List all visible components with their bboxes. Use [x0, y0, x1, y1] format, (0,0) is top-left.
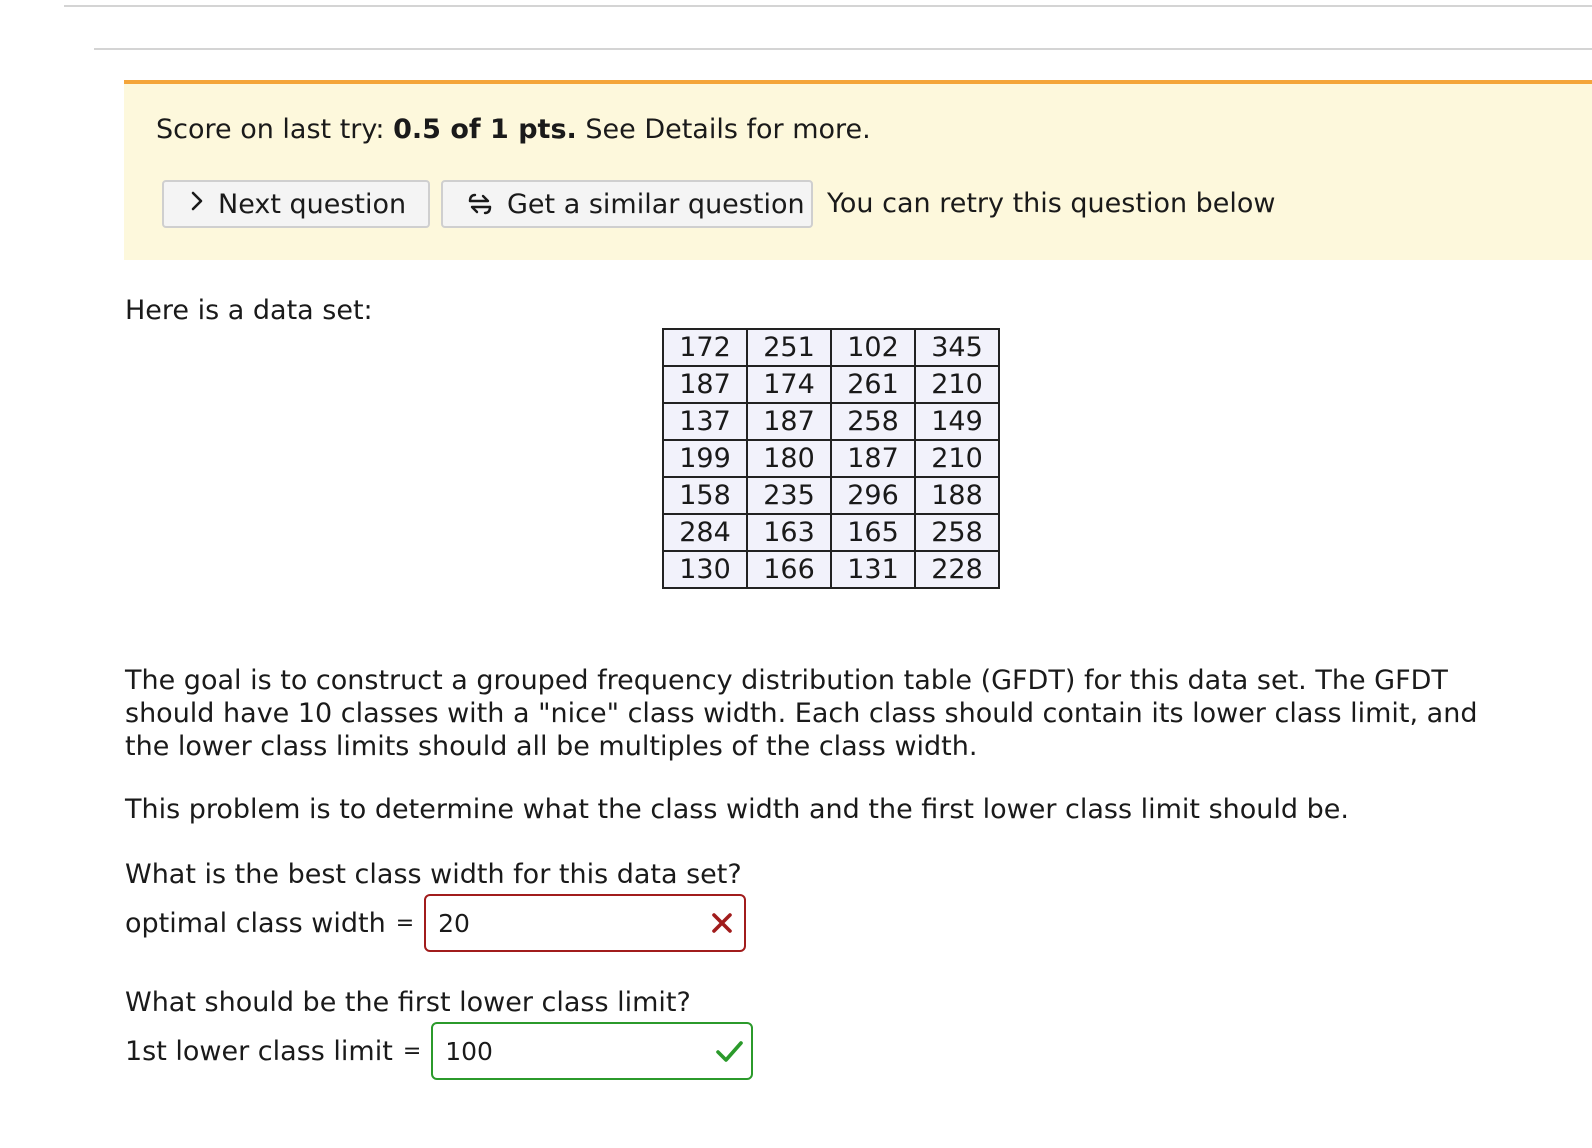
table-cell: 172 [663, 329, 747, 366]
table-row [663, 514, 999, 551]
class-width-input[interactable] [424, 894, 746, 952]
score-summary [156, 114, 871, 145]
table-cell: 149 [915, 403, 999, 440]
class-width-prompt: What is the best class width for this data set? [125, 859, 742, 890]
table-cell: 102 [831, 329, 915, 366]
table-cell: 187 [831, 440, 915, 477]
table-cell: 166 [747, 551, 831, 588]
table-cell: 210 [915, 440, 999, 477]
retry-note: You can retry this question below [827, 188, 1276, 219]
score-value: 0.5 of 1 pts. [393, 114, 577, 145]
table-cell: 163 [747, 514, 831, 551]
task-paragraph: This problem is to determine what the class width and the first lower class limit should be. [125, 794, 1349, 825]
class-width-row [125, 894, 746, 952]
table-cell: 284 [663, 514, 747, 551]
header-divider [94, 48, 1592, 50]
goal-paragraph: The goal is to construct a grouped frequency distribution table (GFDT) for this data set. The GFDT should have 10 classes with a "nice" class width. Each class should contain its lower class limit, and the lower class limits should all be multiples of the class width. [125, 665, 1478, 762]
table-cell: 199 [663, 440, 747, 477]
class-width-value: 20 [438, 908, 470, 938]
table-cell: 187 [747, 403, 831, 440]
chevron-right-icon [190, 189, 204, 219]
table-cell: 174 [747, 366, 831, 403]
lower-limit-value: 100 [445, 1036, 493, 1066]
retry-arrows-icon [467, 191, 493, 217]
table-row [663, 477, 999, 514]
table-row [663, 551, 999, 588]
next-question-label: Next question [218, 188, 407, 220]
check-mark-icon [715, 1037, 743, 1065]
lower-limit-prompt: What should be the first lower class limit? [125, 987, 691, 1018]
score-suffix: See Details for more. [585, 114, 871, 145]
table-cell: 131 [831, 551, 915, 588]
table-row [663, 403, 999, 440]
top-divider [64, 5, 1592, 7]
dataset-intro: Here is a data set: [125, 295, 373, 326]
table-row [663, 440, 999, 477]
lower-limit-label: 1st lower class limit [125, 1035, 393, 1067]
x-mark-icon [708, 909, 736, 937]
table-cell: 296 [831, 477, 915, 514]
table-cell: 258 [915, 514, 999, 551]
table-cell: 165 [831, 514, 915, 551]
table-row [663, 366, 999, 403]
table-cell: 235 [747, 477, 831, 514]
table-cell: 228 [915, 551, 999, 588]
table-cell: 137 [663, 403, 747, 440]
lower-limit-input[interactable] [431, 1022, 753, 1080]
table-cell: 158 [663, 477, 747, 514]
table-cell: 210 [915, 366, 999, 403]
table-cell: 188 [915, 477, 999, 514]
dataset-table [662, 328, 1000, 589]
table-row [663, 329, 999, 366]
table-cell: 261 [831, 366, 915, 403]
score-prefix: Score on last try: [156, 114, 385, 145]
table-cell: 345 [915, 329, 999, 366]
table-cell: 187 [663, 366, 747, 403]
class-width-label: optimal class width [125, 907, 386, 939]
equals-sign: = [395, 910, 415, 936]
table-cell: 251 [747, 329, 831, 366]
table-cell: 130 [663, 551, 747, 588]
score-banner [124, 80, 1592, 260]
next-question-button[interactable] [162, 180, 430, 228]
lower-limit-row [125, 1022, 753, 1080]
table-cell: 180 [747, 440, 831, 477]
similar-question-button[interactable] [441, 180, 813, 228]
table-cell: 258 [831, 403, 915, 440]
similar-question-label: Get a similar question [507, 188, 805, 220]
equals-sign: = [402, 1038, 422, 1064]
